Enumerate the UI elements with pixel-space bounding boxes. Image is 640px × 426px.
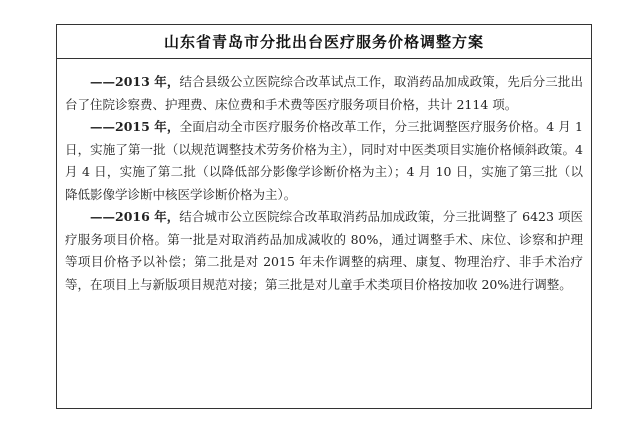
paragraph-2015 <box>65 116 583 206</box>
paragraph-2016 <box>65 206 583 296</box>
year-label: ——2016 年， <box>90 209 180 224</box>
year-label: ——2013 年， <box>90 74 180 89</box>
paragraph-text: 结合县级公立医院综合改革试点工作，取消药品加成政策，先后分三批出台了住院诊察费、护理费、床位费和手术费等医疗服务项目价格，共计 2114 项。 <box>65 74 583 112</box>
paragraph-2013 <box>65 71 583 116</box>
document-frame <box>56 24 592 409</box>
document-title: 山东省青岛市分批出台医疗服务价格调整方案 <box>57 25 591 59</box>
year-label: ——2015 年， <box>90 119 180 134</box>
paragraph-text: 结合城市公立医院综合改革取消药品加成政策，分三批调整了 6423 项医疗服务项目价格。第一批是对取消药品加成减收的 80%，通过调整手术、床位、诊察和护理等项目价格予以补偿；第二批是对 2015 年未作调整的病理、康复、物理治疗、非手术治疗等，在项目上与新版项目规范对接；第三批是对儿童手术类项目价格按加收 20%进行调整。 <box>65 209 583 292</box>
paragraph-text: 全面启动全市医疗服务价格改革工作，分三批调整医疗服务价格。4 月 1 日，实施了第一批（以规范调整技术劳务价格为主），同时对中医类项目实施价格倾斜政策。4 月 4 日，实施了第二批（以降低部分影像学诊断价格为主）；4 月 10 日，实施了第三批（以降低影像学诊断中核医学诊断价格为主）。 <box>65 119 583 202</box>
document-body <box>57 59 591 296</box>
